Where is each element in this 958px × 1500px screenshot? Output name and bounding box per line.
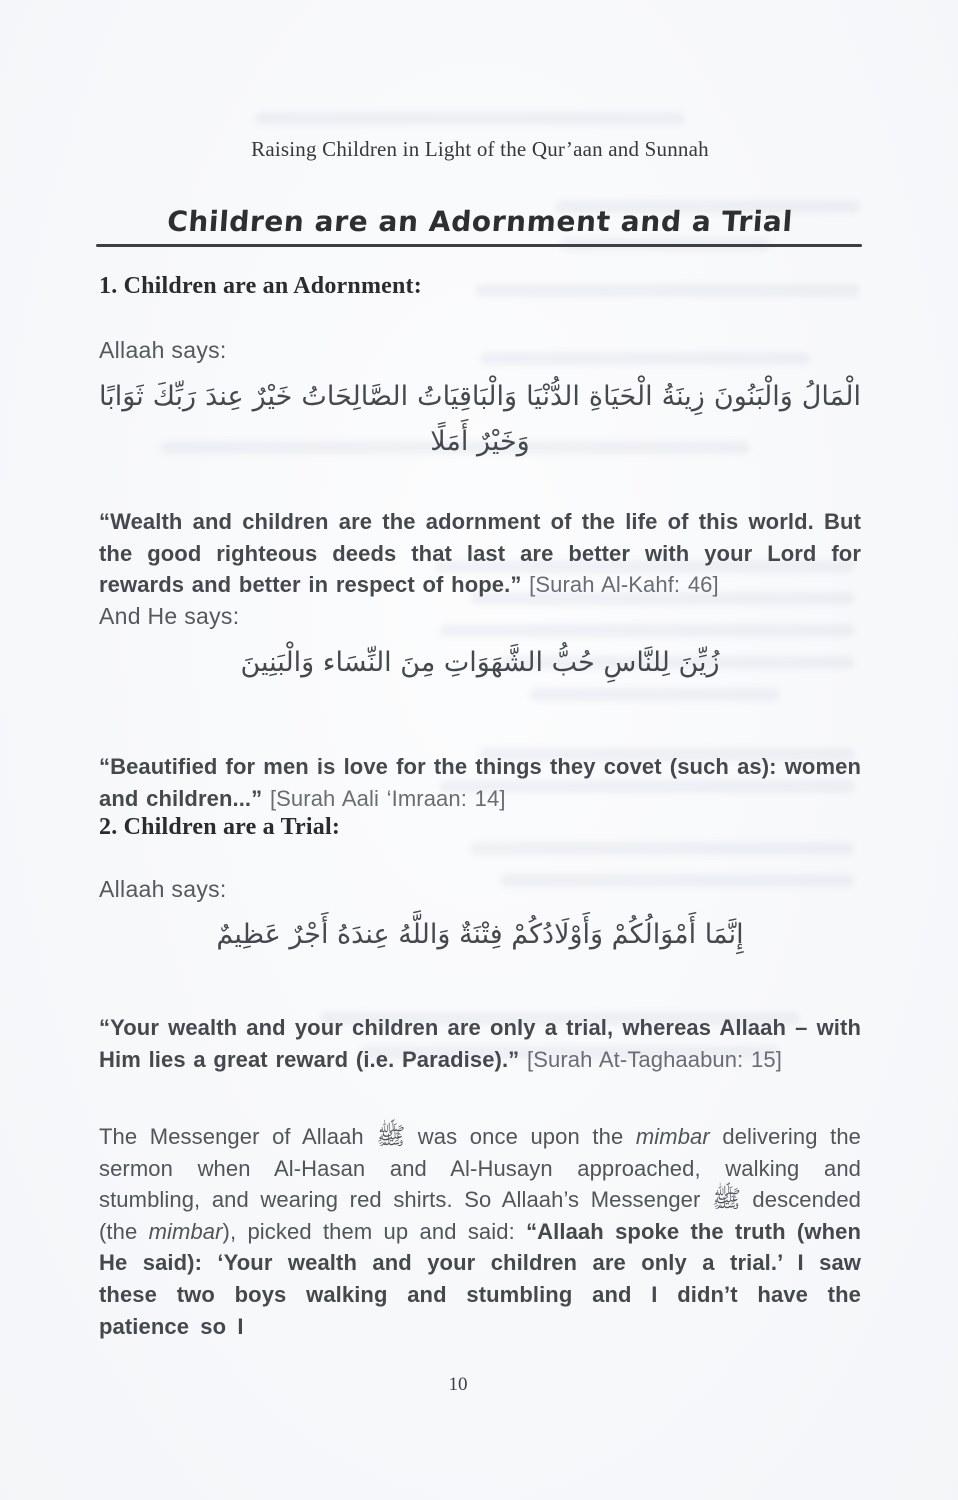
bleed-through-artifact — [530, 688, 780, 701]
allaah-says-label-1: Allaah says: — [99, 337, 227, 363]
surah-reference-2: [Surah Aali ‘Imraan: 14] — [262, 785, 506, 811]
hadith-paragraph — [99, 1121, 861, 1342]
hadith-text: was once upon the — [405, 1124, 636, 1149]
bleed-through-artifact — [255, 112, 685, 125]
quran-verse-arabic-2: زُيِّنَ لِلنَّاسِ حُبُّ الشَّهَوَاتِ مِنَ النِّسَاء وَالْبَنِينَ — [240, 647, 720, 678]
verse-translation-2 — [99, 751, 861, 814]
quran-verse-arabic-3: إِنَّمَا أَمْوَالُكُمْ وَأَوْلَادُكُمْ فِتْنَةٌ وَاللَّهُ عِندَهُ أَجْرٌ عَظِيمٌ — [216, 919, 744, 950]
salallahu-alayhi-wasallam-symbol: ﷺ — [376, 1123, 406, 1150]
and-he-says-label: And He says: — [99, 603, 240, 629]
hadith-text: The Messenger of Allaah — [99, 1124, 377, 1149]
allaah-says-label-2: Allaah says: — [99, 876, 227, 902]
section-1-heading: 1. Children are an Adornment: — [99, 273, 422, 299]
translation-text: “Your wealth and your children are only a trial, whereas Allaah – with Him lies a great reward (i.e. Paradise).” — [99, 1015, 861, 1072]
chapter-title-underline — [96, 244, 862, 247]
salallahu-alayhi-wasallam-symbol: ﷺ — [711, 1186, 741, 1214]
quran-verse-arabic-1: الْمَالُ وَالْبَنُونَ زِينَةُ الْحَيَاةِ الدُّنْيَا وَالْبَاقِيَاتُ الصَّالِحَاتُ خَيْرٌ عِندَ رَبِّكَ ثَوَابًا وَخَيْرٌ أَمَلًا — [99, 381, 861, 457]
running-header: Raising Children in Light of the Qur’aan and Sunnah — [251, 137, 709, 161]
translation-text: “Beautified for men is love for the things they covet (such as): women and children...” — [99, 754, 861, 811]
mimbar-italic: mimbar — [148, 1218, 223, 1244]
translation-text: “Wealth and children are the adornment of the life of this world. But the good righteous deeds that last are better with your Lord for rewards and better in respect of hope.” — [99, 509, 861, 597]
hadith-text: ), picked them up and said: — [222, 1218, 527, 1244]
verse-translation-1 — [99, 506, 861, 601]
surah-reference-3: [Surah At-Taghaabun: 15] — [519, 1046, 782, 1072]
verse-translation-3 — [99, 1012, 861, 1075]
page-number: 10 — [448, 1374, 468, 1395]
hadith-text: descended (the — [99, 1187, 861, 1244]
mimbar-italic: mimbar — [635, 1124, 710, 1149]
chapter-title: Children are an Adornment and a Trial — [166, 205, 794, 238]
bleed-through-artifact — [470, 842, 855, 855]
hadith-text: delivering the sermon when Al-Hasan and Al-Husayn approached, walking and stumbling, and wearing red shirts. So Allaah’s Messenger — [99, 1124, 861, 1213]
hadith-bold-quote: “Allaah spoke the truth (when He said): ‘Your wealth and your children are only a trial.’ I saw these two boys walking and stumbling and I didn’t have the patience so I — [99, 1218, 861, 1339]
surah-reference-1: [Surah Al-Kahf: 46] — [521, 572, 719, 597]
section-2-heading: 2. Children are a Trial: — [99, 814, 341, 840]
